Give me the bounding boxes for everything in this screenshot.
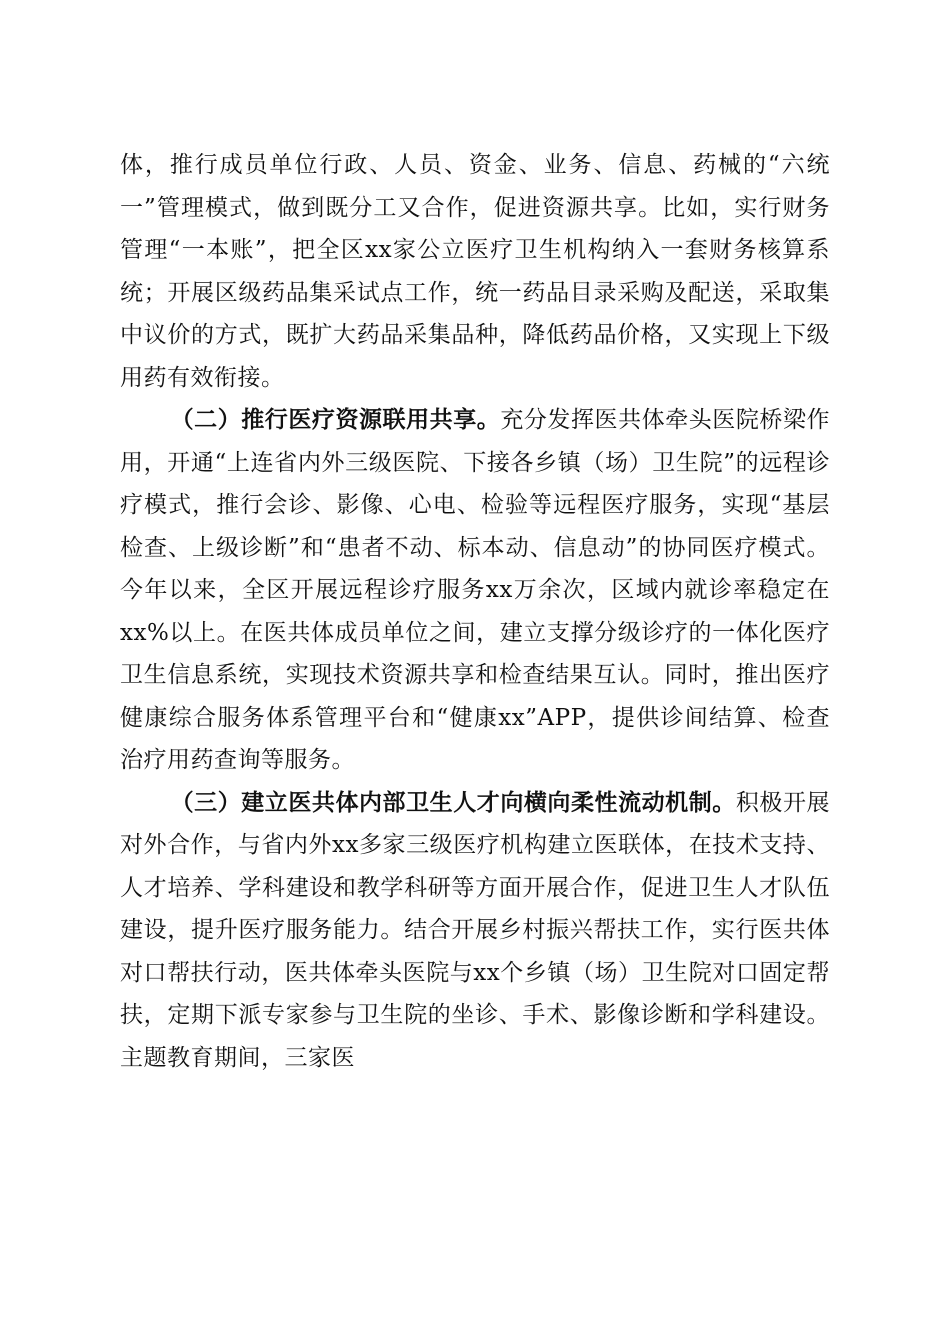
paragraph-continuation — [120, 144, 830, 399]
paragraph-section-3 — [120, 782, 830, 1080]
paragraph-text: 体，推行成员单位行政、人员、资金、业务、信息、药械的“六统一”管理模式，做到既分工又合作，促进资源共享。比如，实行财务管理“一本账”，把全区xx家公立医疗卫生机构纳入一套财务核算系统；开展区级药品集采试点工作，统一药品目录采购及配送，采取集中议价的方式，既扩大药品采集品种，降低药品价格，又实现上下级用药有效衔接。 — [120, 152, 830, 391]
document-body — [120, 144, 830, 1079]
paragraph-section-2 — [120, 399, 830, 782]
section-heading: （二）推行医疗资源联用共享。 — [170, 406, 501, 433]
paragraph-text: 充分发挥医共体牵头医院桥梁作用，开通“上连省内外三级医院、下接各乡镇（场）卫生院”的远程诊疗模式，推行会诊、影像、心电、检验等远程医疗服务，实现“基层检查、上级诊断”和“患者不动、标本动、信息动”的协同医疗模式。今年以来，全区开展远程诊疗服务xx万余次，区域内就诊率稳定在xx%以上。在医共体成员单位之间，建立支撑分级诊疗的一体化医疗卫生信息系统，实现技术资源共享和检查结果互认。同时，推出医疗健康综合服务体系管理平台和“健康xx”APP，提供诊间结算、检查治疗用药查询等服务。 — [120, 407, 831, 773]
section-heading: （三）建立医共体内部卫生人才向横向柔性流动机制。 — [170, 788, 736, 816]
paragraph-text: 积极开展对外合作，与省内外xx多家三级医疗机构建立医联体，在技术支持、人才培养、学科建设和教学科研等方面开展合作，促进卫生人才队伍建设，提升医疗服务能力。结合开展乡村振兴帮扶工作，实行医共体对口帮扶行动，医共体牵头医院与xx个乡镇（场）卫生院对口固定帮扶，定期下派专家参与卫生院的坐诊、手术、影像诊断和学科建设。主题教育期间，三家医 — [120, 789, 831, 1071]
